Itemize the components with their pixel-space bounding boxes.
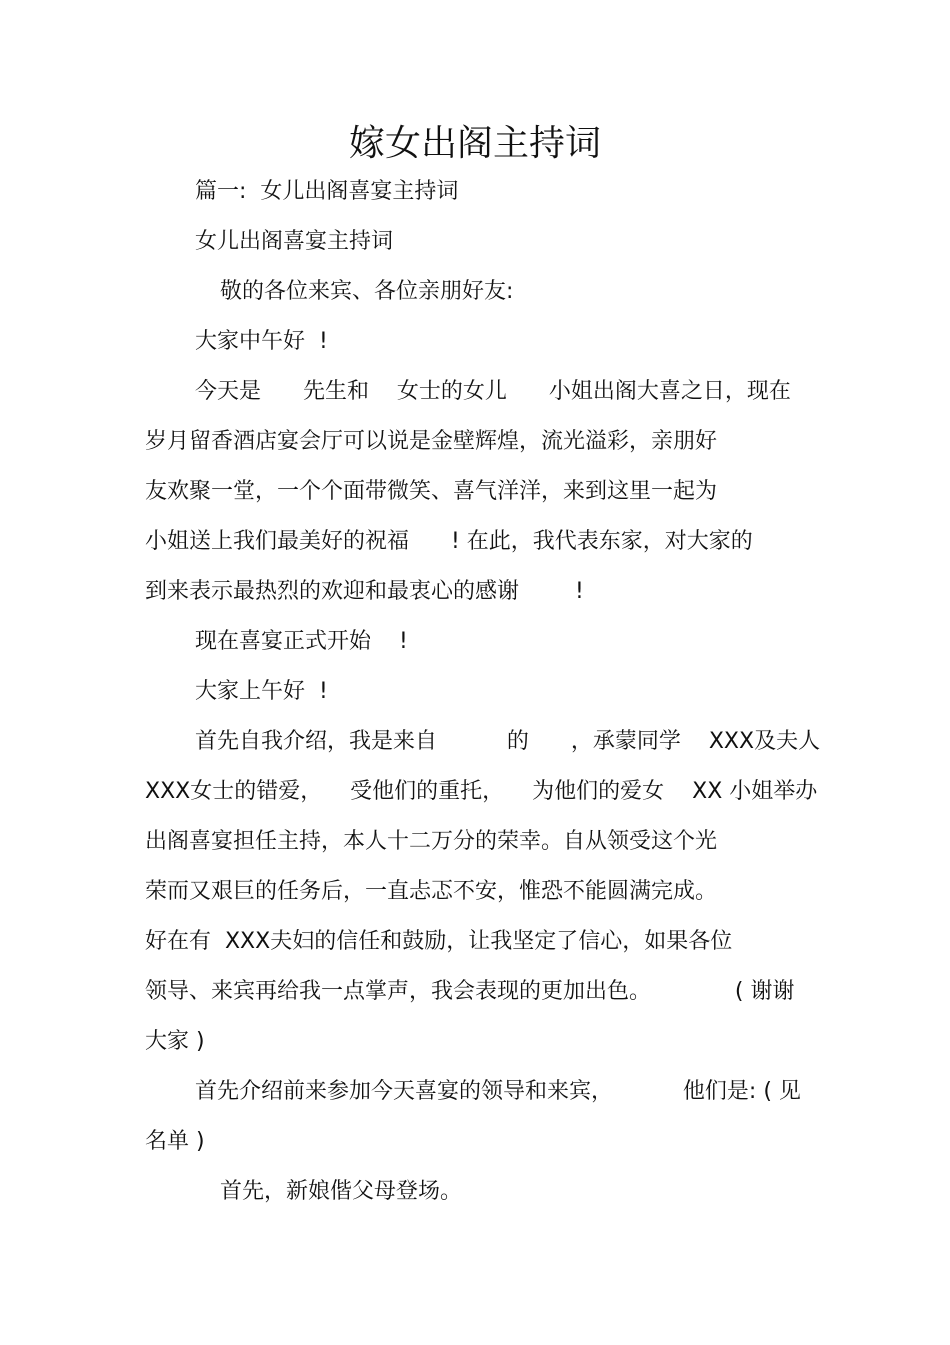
text-line: 首先介绍前来参加今天喜宴的领导和来宾， 他们是: ( 见 bbox=[195, 1079, 801, 1104]
text-line: 大家 ) bbox=[145, 1029, 205, 1054]
text-line: 好在有 XXX夫妇的信任和鼓励，让我坚定了信心，如果各位 bbox=[145, 929, 733, 954]
text-line: 出阁喜宴担任主持，本人十二万分的荣幸。自从领受这个光 bbox=[145, 829, 718, 854]
text-line: 小姐送上我们最美好的祝福 ! 在此，我代表东家，对大家的 bbox=[145, 529, 753, 554]
text-line: 今天是 先生和 女士的女儿 小姐出阁大喜之日，现在 bbox=[195, 379, 791, 404]
text-line: 女儿出阁喜宴主持词 bbox=[195, 229, 394, 254]
text-line: 篇一: 女儿出阁喜宴主持词 bbox=[195, 179, 459, 204]
text-line: 现在喜宴正式开始 ! bbox=[195, 629, 408, 654]
text-line: 敬的各位来宾、各位亲朋好友: bbox=[220, 279, 514, 304]
text-line: 名单 ) bbox=[145, 1129, 205, 1154]
text-line: 荣而又艰巨的任务后，一直忐忑不安，惟恐不能圆满完成。 bbox=[145, 879, 718, 904]
text-line: 领导、来宾再给我一点掌声，我会表现的更加出色。 ( 谢谢 bbox=[145, 979, 795, 1004]
text-line: 大家中午好 ! bbox=[195, 329, 328, 354]
text-line: 首先，新娘偕父母登场。 bbox=[220, 1179, 463, 1204]
text-line: 友欢聚一堂，一个个面带微笑、喜气洋洋，来到这里一起为 bbox=[145, 479, 718, 504]
text-line: 首先自我介绍，我是来自 的 ，承蒙同学 XXX及夫人 bbox=[195, 729, 821, 754]
document-title: 嫁女出阁主持词 bbox=[348, 123, 601, 164]
text-line: 到来表示最热烈的欢迎和最衷心的感谢 ! bbox=[145, 579, 584, 604]
text-line: XXX女士的错爱， 受他们的重托， 为他们的爱女 XX 小姐举办 bbox=[145, 779, 818, 804]
text-line: 岁月留香酒店宴会厅可以说是金壁辉煌，流光溢彩，亲朋好 bbox=[145, 429, 718, 454]
text-line: 大家上午好 ! bbox=[195, 679, 328, 704]
